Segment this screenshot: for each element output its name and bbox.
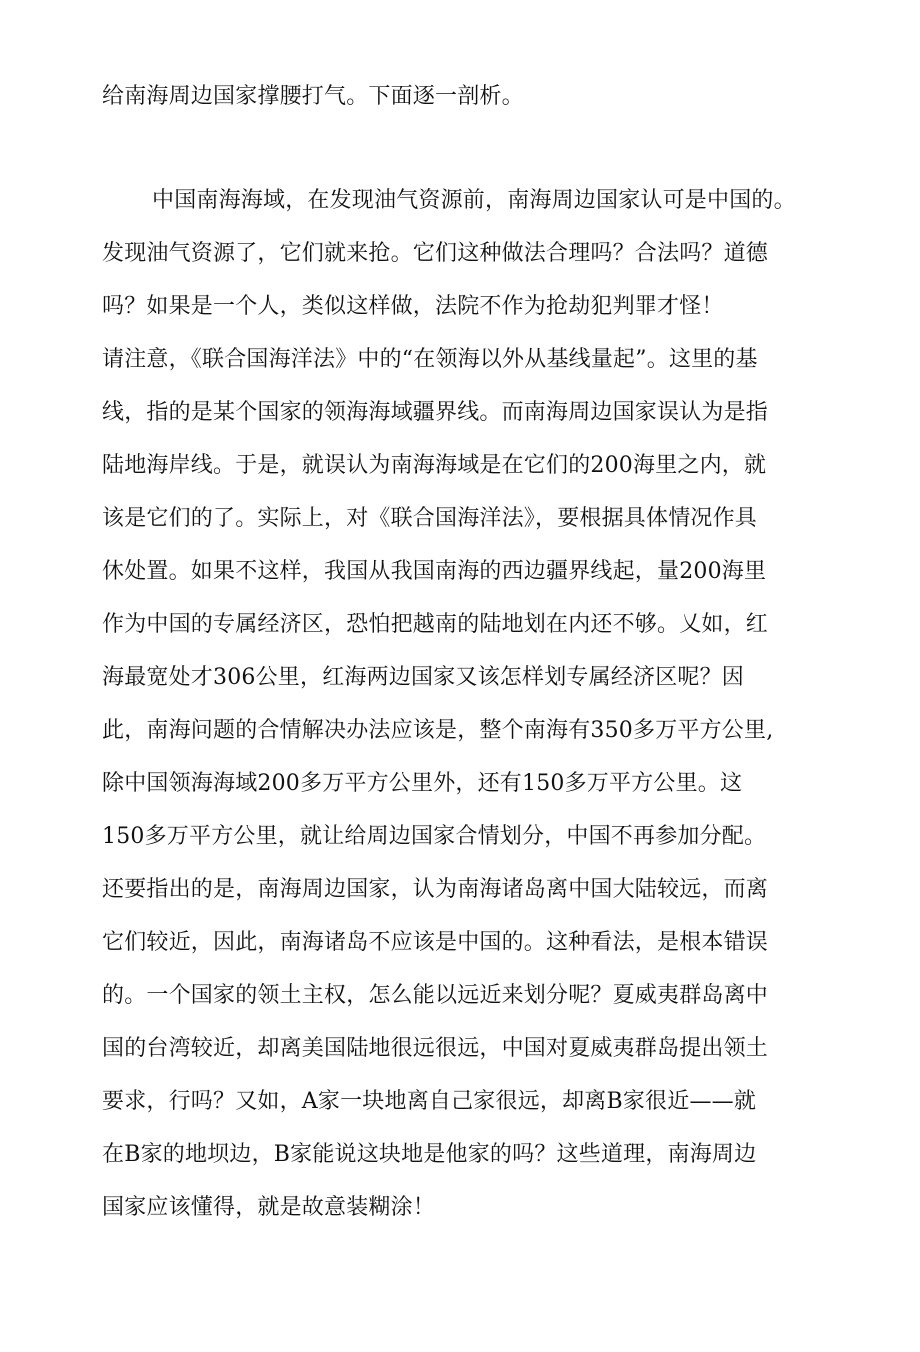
text-line: 在B家的地坝边，B家能说这块地是他家的吗？这些道理，南海周边 [102,1142,757,1167]
text-line: 此，南海问题的合情解决办法应该是，整个南海有350多万平方公里, [102,718,774,743]
text-line: 它们较近，因此，南海诸岛不应该是中国的。这种看法，是根本错误 [102,930,769,955]
text-line: 作为中国的专属经济区，恐怕把越南的陆地划在内还不够。乂如，红 [102,612,769,637]
text-line: 国家应该懂得，就是故意装糊涂！ [102,1195,436,1220]
text-line: 发现油气资源了，它们就来抢。它们这种做法合理吗？合法吗？道德 [102,241,769,266]
text-line: 吗？如果是一个人，类似这样做，法院不作为抢劫犯判罪才怪！ [102,294,724,319]
text-line: 的。一个国家的领土主权，怎么能以远近来划分呢？夏威夷群岛离中 [102,983,769,1008]
text-line: 国的台湾较近，却离美国陆地很远很远，中国对夏威夷群岛提出领土 [102,1036,769,1061]
text-line: 要求，行吗？又如，A家一块地离自己家很远，却离B家很近——就 [102,1089,757,1114]
text-line: 除中国领海海域200多万平方公里外，还有150多万平方公里。这 [102,771,743,796]
text-line: 还要指出的是，南海周边国家，认为南海诸岛离中国大陆较远，而离 [102,877,769,902]
text-line: 陆地海岸线。于是，就误认为南海海域是在它们的200海里之内，就 [102,453,767,478]
text-line: 给南海周边国家撑腰打气。下面逐一剖析。 [102,84,524,109]
text-line: 海最宽处才306公里，红海两边国家又该怎样划专属经济区呢？因 [102,665,744,690]
text-line: 请注意，《联合国海洋法》中的“在领海以外从基线量起”。这里的基 [102,347,758,372]
paragraph-first-line: 中国南海海域，在发现油气资源前，南海周边国家认可是中国的。 [152,188,796,213]
text-line: 线，指的是某个国家的领海海域疆界线。而南海周边国家误认为是指 [102,400,769,425]
text-line: 休处置。如果不这样，我国从我国南海的西边疆界线起，量200海里 [102,559,767,584]
text-line: 该是它们的了。实际上，对《联合国海洋法》，要根据具体情况作具 [102,506,758,531]
text-line: 150多万平方公里，就让给周边国家合情划分，中国不再参加分配。 [102,824,767,849]
